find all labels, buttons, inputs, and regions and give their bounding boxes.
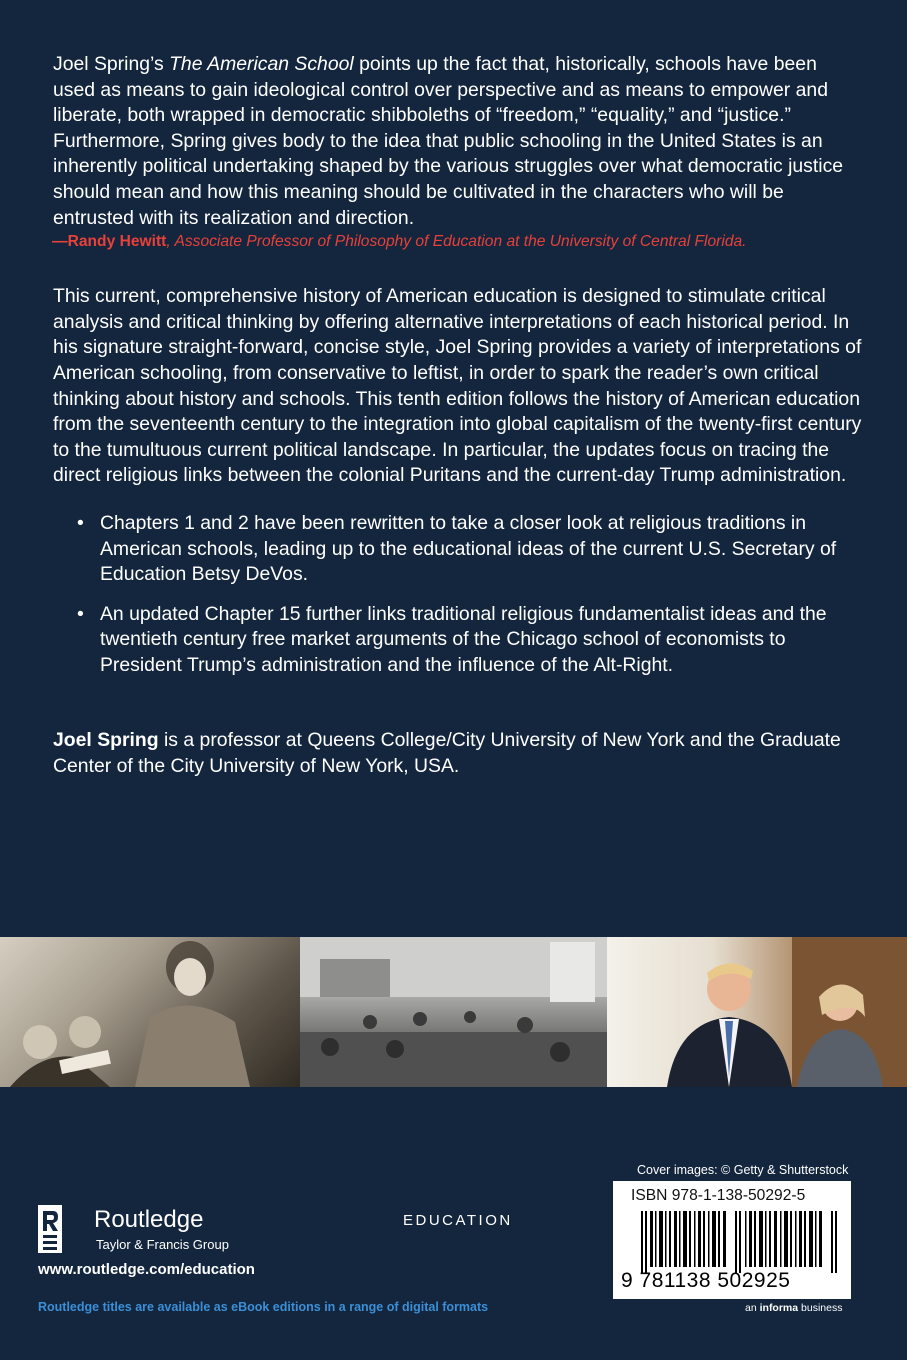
subject-category: EDUCATION [403, 1212, 513, 1229]
quote-author: —Randy Hewitt [52, 233, 167, 251]
publisher-group: Taylor & Francis Group [96, 1237, 229, 1252]
author-bio: Joel Spring is a professor at Queens College/City University of New York and the Graduate Center of the City University of New York, USA. [53, 729, 841, 778]
routledge-logo-icon [38, 1205, 62, 1253]
historical-engraving-image [0, 937, 300, 1087]
bullet-icon: • [77, 511, 84, 534]
back-cover-text [53, 52, 863, 780]
author-name: Joel Spring [53, 729, 159, 752]
ebook-note: Routledge titles are available as eBook editions in a range of digital formats [38, 1300, 489, 1314]
classroom-illustration [300, 937, 607, 1087]
feature-list [53, 511, 863, 679]
quote-attribution [52, 232, 863, 252]
publisher-name: Routledge [94, 1206, 204, 1233]
feature-item: • Chapters 1 and 2 have been rewritten to take a closer look at religious traditions in American schools, leading up to the educational ideas of the current U.S. Secretary of Education Betsy DeVos. [77, 511, 837, 586]
quote-paragraph: Joel Spring’s The American School points up the fact that, historically, schools have been used as means to gain ideological control over perspective and as means to empower and liberate, both wrapped in democratic shibboleths of “freedom,” “equality,” and “justice.” Furthermore, Spring gives body to the idea that public schooling in the United States is an inherently political undertaking shaped by the various struggles over what democratic justice should mean and how this meaning should be cultivated in the characters who will be entrusted with its realization and direction. [53, 53, 844, 229]
officials-illustration [607, 937, 907, 1087]
cover-photo-strip [0, 937, 907, 1087]
cover-credit: Cover images: © Getty & Shutterstock [637, 1163, 849, 1177]
book-title: The American School [169, 53, 354, 75]
bullet-icon: • [77, 602, 84, 625]
informa-business-label: an informa business [745, 1302, 843, 1314]
officials-photo [607, 937, 907, 1087]
isbn-barcode [613, 1181, 851, 1299]
isbn-text: ISBN 978-1-138-50292-5 [631, 1187, 806, 1204]
quote-author-title: , Associate Professor of Philosophy of Education at the University of Central Florida. [166, 233, 747, 251]
barcode-bars [641, 1211, 837, 1273]
engraving-illustration [0, 937, 300, 1087]
publisher-url[interactable]: www.routledge.com/education [38, 1261, 255, 1278]
classroom-photo [300, 937, 607, 1087]
feature-item: • An updated Chapter 15 further links traditional religious fundamentalist ideas and the twentieth century free market arguments of the Chicago school of economists to President Trump’s administration and the influence of the Alt-Right. [77, 602, 827, 676]
barcode-number: 9 781138 502925 [621, 1269, 791, 1292]
book-description: This current, comprehensive history of American education is designed to stimulate critical analysis and critical thinking by offering alternative interpretations of each historical period. In his signature straight-forward, concise style, Joel Spring provides a variety of interpretations of American schooling, from conservative to leftist, in order to spark the reader’s own critical thinking about history and schools. This tenth edition follows the history of American education from the seventeenth century to the integration into global capitalism of the twenty-first century to the tumultuous current political landscape. In particular, the updates focus on tracing the direct religious links between the colonial Puritans and the current-day Trump administration. [53, 285, 862, 487]
